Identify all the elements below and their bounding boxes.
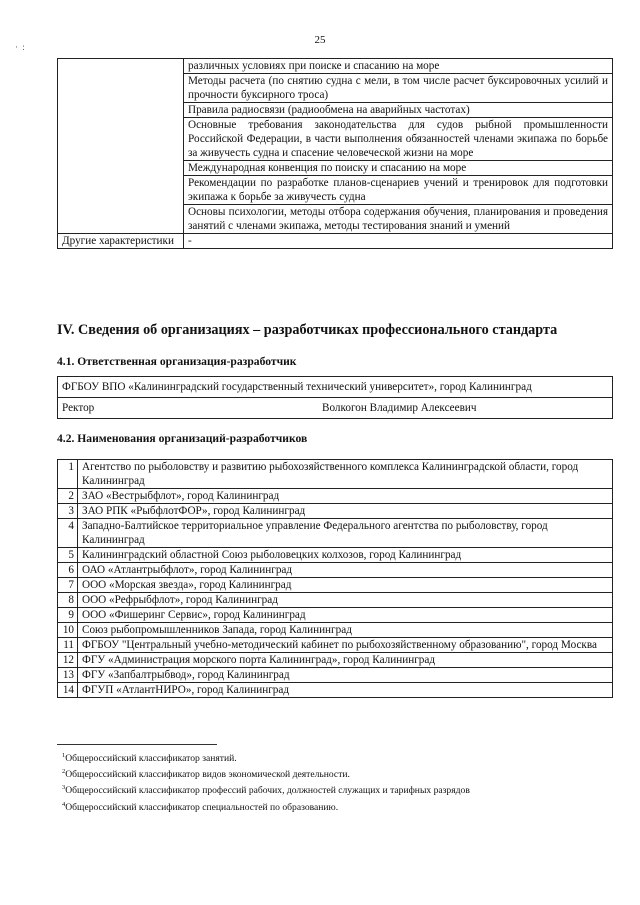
row-number: 3	[58, 504, 78, 519]
knowledge-item: Рекомендации по разработке планов-сценариев учений и тренировок для подготовки экипажа к борьбе за живучесть судна	[184, 176, 613, 205]
table-row	[58, 668, 613, 683]
row-number: 5	[58, 548, 78, 563]
developer-org-name: ФГУ «Запбалтрыбвод», город Калининград	[78, 668, 613, 683]
developer-org-name: Союз рыбопромышленников Запада, город Калининград	[78, 623, 613, 638]
row-number: 10	[58, 623, 78, 638]
table-row	[58, 563, 613, 578]
footnote	[62, 781, 470, 797]
footnotes	[62, 749, 470, 814]
table-cell-empty	[58, 59, 184, 234]
table-row	[58, 234, 613, 249]
knowledge-item: Основы психологии, методы отбора содержания обучения, планирования и проведения занятий с членами экипажа, методы тестирования знаний и умений	[184, 205, 613, 234]
row-number: 2	[58, 489, 78, 504]
footnote	[62, 765, 470, 781]
knowledge-item: Методы расчета (по снятию судна с мели, в том числе расчет буксировочных усилий и прочности буксирного троса)	[184, 74, 613, 103]
developer-orgs-heading: 4.2. Наименования организаций-разработчиков	[57, 432, 308, 445]
knowledge-item: Правила радиосвязи (радиообмена на аварийных частотах)	[184, 103, 613, 118]
table-row	[58, 623, 613, 638]
row-number: 11	[58, 638, 78, 653]
table-row	[58, 519, 613, 548]
footnote-mark: 3	[62, 784, 66, 792]
row-number: 9	[58, 608, 78, 623]
row-number: 1	[58, 460, 78, 489]
developer-org-name: ФГУП «АтлантНИРО», город Калининград	[78, 683, 613, 698]
developer-org-name: ООО «Морская звезда», город Калининград	[78, 578, 613, 593]
other-characteristics-label: Другие характеристики	[58, 234, 184, 249]
knowledge-table	[57, 58, 613, 249]
footnote-text: Общероссийский классификатор специальностей по образованию.	[65, 801, 339, 813]
responsible-org-name: ФГБОУ ВПО «Калининградский государственный технический университет», город Калининград	[58, 377, 613, 398]
rector-row	[62, 401, 608, 415]
table-row	[58, 460, 613, 489]
other-characteristics-value: -	[184, 234, 613, 249]
row-number: 14	[58, 683, 78, 698]
table-row	[58, 683, 613, 698]
responsible-org-heading: 4.1. Ответственная организация-разработчик	[57, 355, 297, 368]
table-row	[58, 489, 613, 504]
footnote	[62, 798, 470, 814]
row-number: 8	[58, 593, 78, 608]
developer-org-name: Калининградский областной Союз рыболовецких колхозов, город Калининград	[78, 548, 613, 563]
section-title: IV. Сведения об организациях – разработчиках профессионального стандарта	[57, 322, 558, 338]
developer-org-name: ЗАО РПК «РыбфлотФОР», город Калининград	[78, 504, 613, 519]
developer-org-name: ФГУ «Администрация морского порта Калининград», город Калининград	[78, 653, 613, 668]
table-row	[58, 548, 613, 563]
table-row	[58, 578, 613, 593]
table-row	[58, 398, 613, 419]
knowledge-item: различных условиях при поиске и спасанию на море	[184, 59, 613, 74]
rector-name: Волкогон Владимир Алексеевич	[322, 402, 477, 414]
developer-org-name: Агентство по рыболовству и развитию рыбохозяйственного комплекса Калининградской области, город Калининград	[78, 460, 613, 489]
developer-org-name: ООО «Рефрыбфлот», город Калининград	[78, 593, 613, 608]
responsible-org-table	[57, 376, 613, 419]
table-row	[58, 593, 613, 608]
row-number: 7	[58, 578, 78, 593]
developer-orgs-table	[57, 459, 613, 698]
rector-position: Ректор	[62, 402, 95, 414]
table-row	[58, 638, 613, 653]
page-number: 25	[314, 34, 326, 46]
footnote-mark: 2	[62, 768, 66, 776]
knowledge-item: Международная конвенция по поиску и спасанию на море	[184, 161, 613, 176]
table-row	[58, 59, 613, 74]
footnote-mark: 4	[62, 800, 66, 808]
row-number: 12	[58, 653, 78, 668]
footnote-mark: 1	[62, 752, 66, 759]
footnote-text: Общероссийский классификатор профессий рабочих, должностей служащих и тарифных разрядов	[65, 785, 470, 797]
scan-artifact: · :	[15, 42, 26, 52]
developer-org-name: ОАО «Атлантрыбфлот», город Калининград	[78, 563, 613, 578]
footnote-text: Общероссийский классификатор видов экономической деятельности.	[65, 769, 350, 781]
developer-org-name: ФГБОУ "Центральный учебно-методический кабинет по рыбохозяйственному образованию", город Москва	[78, 638, 613, 653]
footnote-text: Общероссийский классификатор занятий.	[65, 753, 237, 765]
row-number: 13	[58, 668, 78, 683]
table-row	[58, 608, 613, 623]
footnote-separator	[57, 744, 217, 745]
row-number: 4	[58, 519, 78, 548]
developer-org-name: ЗАО «Вестрыбфлот», город Калининград	[78, 489, 613, 504]
table-row	[58, 377, 613, 398]
row-number: 6	[58, 563, 78, 578]
knowledge-item: Основные требования законодательства для судов рыбной промышленности Российской Федерации, в части выполнения обязанностей членами экипажа по борьбе за живучесть судна и спасение человеческой жизни на море	[184, 118, 613, 161]
rector-cell	[58, 398, 613, 419]
developer-org-name: ООО «Фишеринг Сервис», город Калининград	[78, 608, 613, 623]
footnote	[62, 749, 470, 765]
table-row	[58, 653, 613, 668]
developer-org-name: Западно-Балтийское территориальное управление Федерального агентства по рыболовству, город Калининград	[78, 519, 613, 548]
table-row	[58, 504, 613, 519]
